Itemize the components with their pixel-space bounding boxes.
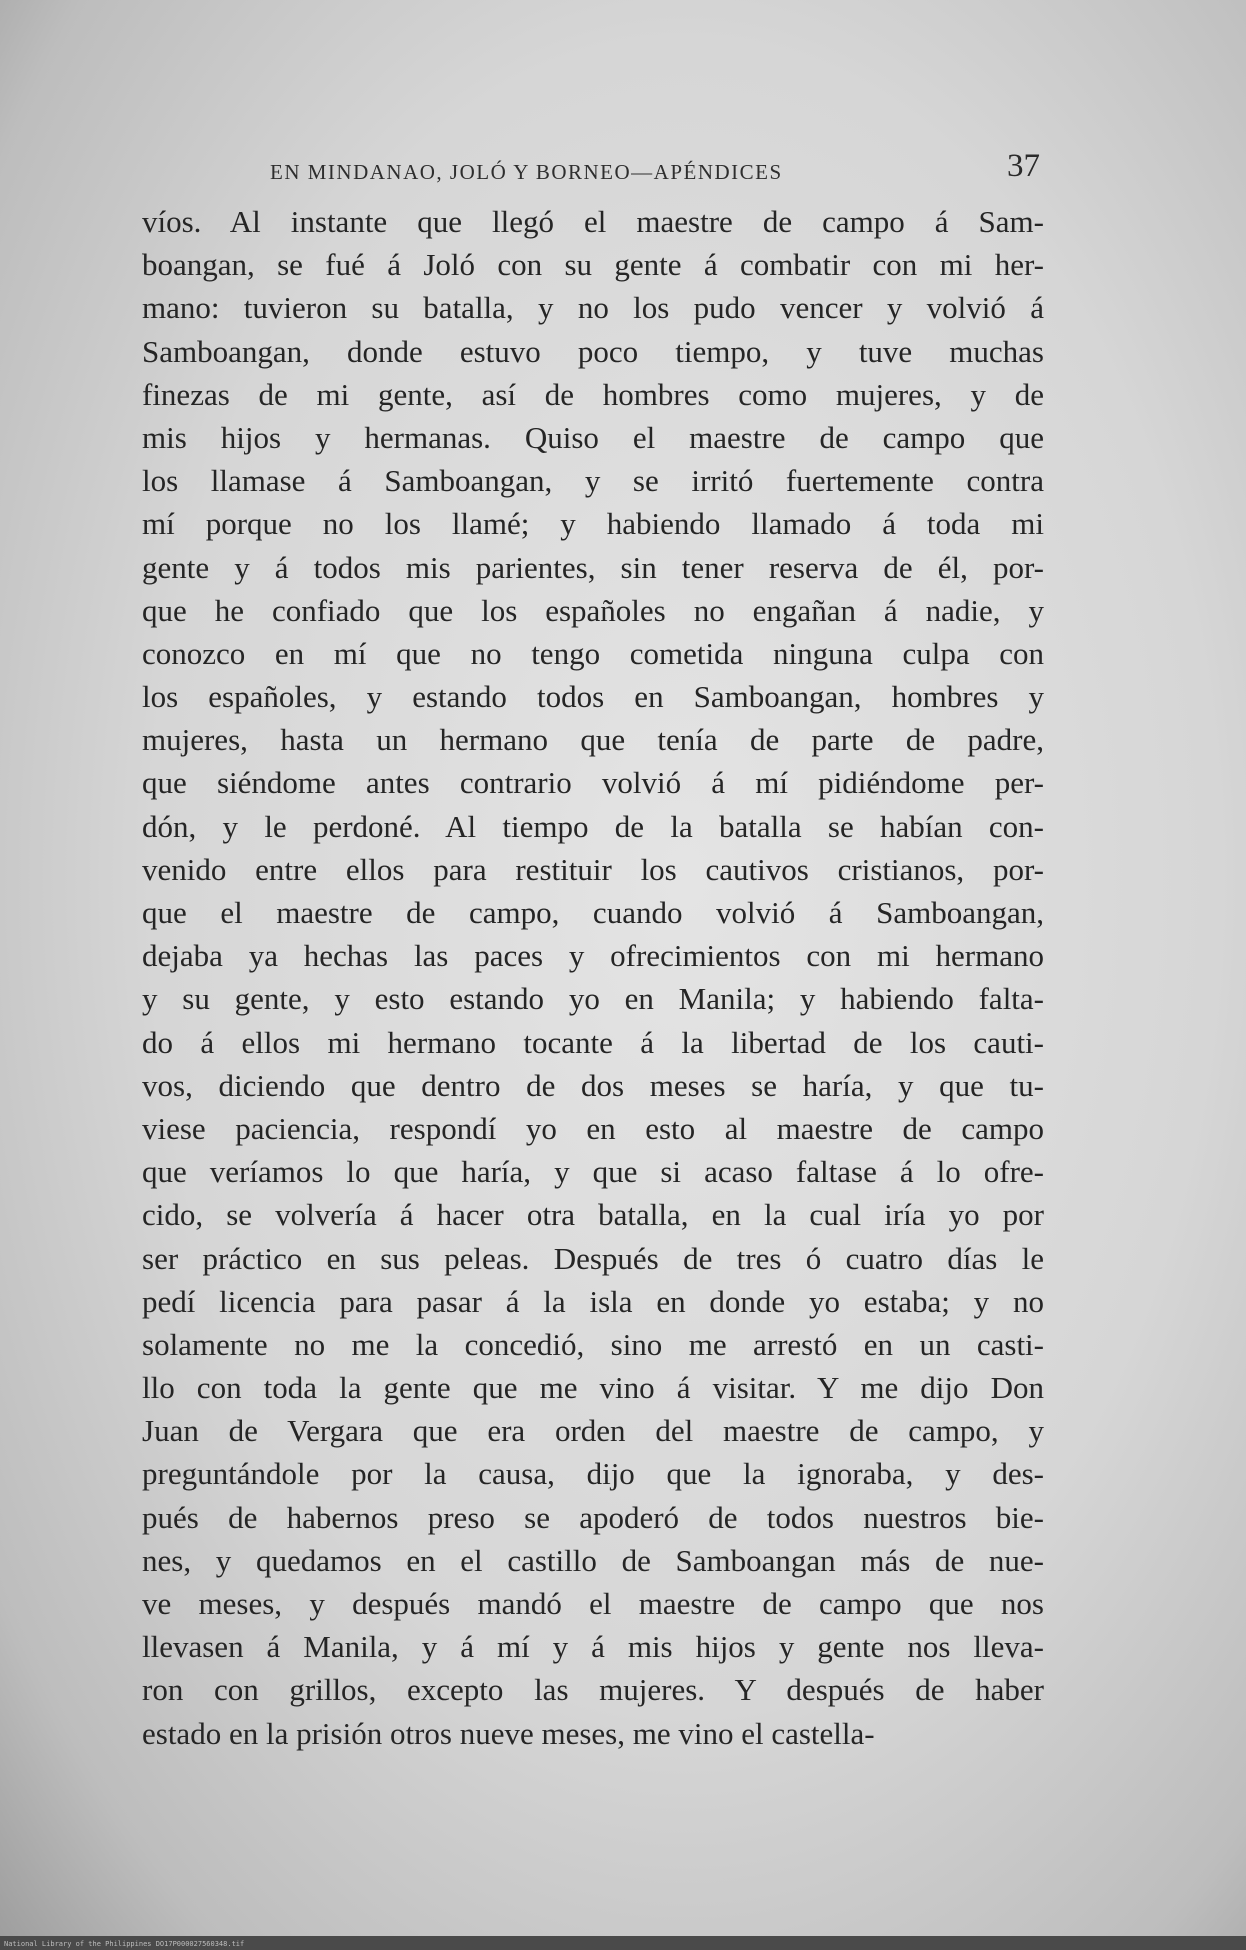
text-line: que veríamos lo que haría, y que si acaso faltase á lo ofre- — [142, 1154, 1044, 1190]
text-line: que he confiado que los españoles no engañan á nadie, y — [142, 592, 1044, 628]
text-line: conozco en mí que no tengo cometida ninguna culpa con — [142, 635, 1044, 671]
text-line: vos, diciendo que dentro de dos meses se haría, y que tu- — [142, 1067, 1044, 1103]
text-line: los españoles, y estando todos en Samboangan, hombres y — [142, 679, 1044, 715]
text-line: cido, se volvería á hacer otra batalla, en la cual iría yo por — [142, 1197, 1044, 1233]
text-line: y su gente, y esto estando yo en Manila; y habiendo falta- — [142, 981, 1044, 1017]
text-line: mano: tuvieron su batalla, y no los pudo vencer y volvió á — [142, 290, 1044, 326]
page-number: 37 — [1007, 148, 1040, 184]
text-line: ron con grillos, excepto las mujeres. Y después de haber — [142, 1672, 1044, 1708]
text-line: ve meses, y después mandó el maestre de campo que nos — [142, 1586, 1044, 1621]
text-line: ser práctico en sus peleas. Después de tres ó cuatro días le — [142, 1240, 1044, 1276]
text-line: boangan, se fué á Joló con su gente á combatir con mi her- — [142, 247, 1044, 283]
text-line: que el maestre de campo, cuando volvió á Samboangan, — [142, 895, 1044, 930]
text-line: mis hijos y hermanas. Quiso el maestre de campo que — [142, 419, 1044, 455]
text-line: mí porque no los llamé; y habiendo llamado á toda mi — [142, 506, 1044, 542]
text-line: preguntándole por la causa, dijo que la ignoraba, y des- — [142, 1456, 1044, 1492]
text-line: los llamase á Samboangan, y se irritó fuertemente contra — [142, 463, 1044, 499]
running-head-title: EN MINDANAO, JOLÓ Y BORNEO—APÉNDICES — [270, 160, 783, 184]
text-line: venido entre ellos para restituir los cautivos cristianos, por- — [142, 851, 1044, 887]
text-line: dón, y le perdoné. Al tiempo de la batalla se habían con- — [142, 808, 1044, 844]
text-line: llo con toda la gente que me vino á visitar. Y me dijo Don — [142, 1370, 1044, 1406]
text-line: que siéndome antes contrario volvió á mí pidiéndome per- — [142, 765, 1044, 801]
text-line: Samboangan, donde estuvo poco tiempo, y tuve muchas — [142, 333, 1044, 369]
text-line: solamente no me la concedió, sino me arrestó en un casti- — [142, 1326, 1044, 1362]
text-line: pués de habernos preso se apoderó de todos nuestros bie- — [142, 1499, 1044, 1535]
text-line: do á ellos mi hermano tocante á la libertad de los cauti- — [142, 1024, 1044, 1060]
running-head — [270, 148, 1040, 192]
text-line: finezas de mi gente, así de hombres como mujeres, y de — [142, 376, 1044, 412]
text-line: víos. Al instante que llegó el maestre de campo á Sam- — [142, 204, 1044, 239]
body-text — [142, 200, 1044, 1755]
text-line: nes, y quedamos en el castillo de Samboangan más de nue- — [142, 1542, 1044, 1578]
text-line: dejaba ya hechas las paces y ofrecimientos con mi hermano — [142, 938, 1044, 974]
text-line: Juan de Vergara que era orden del maestre de campo, y — [142, 1413, 1044, 1449]
text-line: mujeres, hasta un hermano que tenía de parte de padre, — [142, 722, 1044, 758]
text-line: viese paciencia, respondí yo en esto al maestre de campo — [142, 1110, 1044, 1146]
text-line: estado en la prisión otros nueve meses, me vino el castella- — [142, 1715, 875, 1751]
text-line: gente y á todos mis parientes, sin tener reserva de él, por- — [142, 549, 1044, 585]
text-line: llevasen á Manila, y á mí y á mis hijos y gente nos lleva- — [142, 1629, 1044, 1665]
text-line: pedí licencia para pasar á la isla en donde yo estaba; y no — [142, 1283, 1044, 1319]
scan-footer-note: National Library of the Philippines DO17P000027560348.tif — [4, 1940, 245, 1948]
